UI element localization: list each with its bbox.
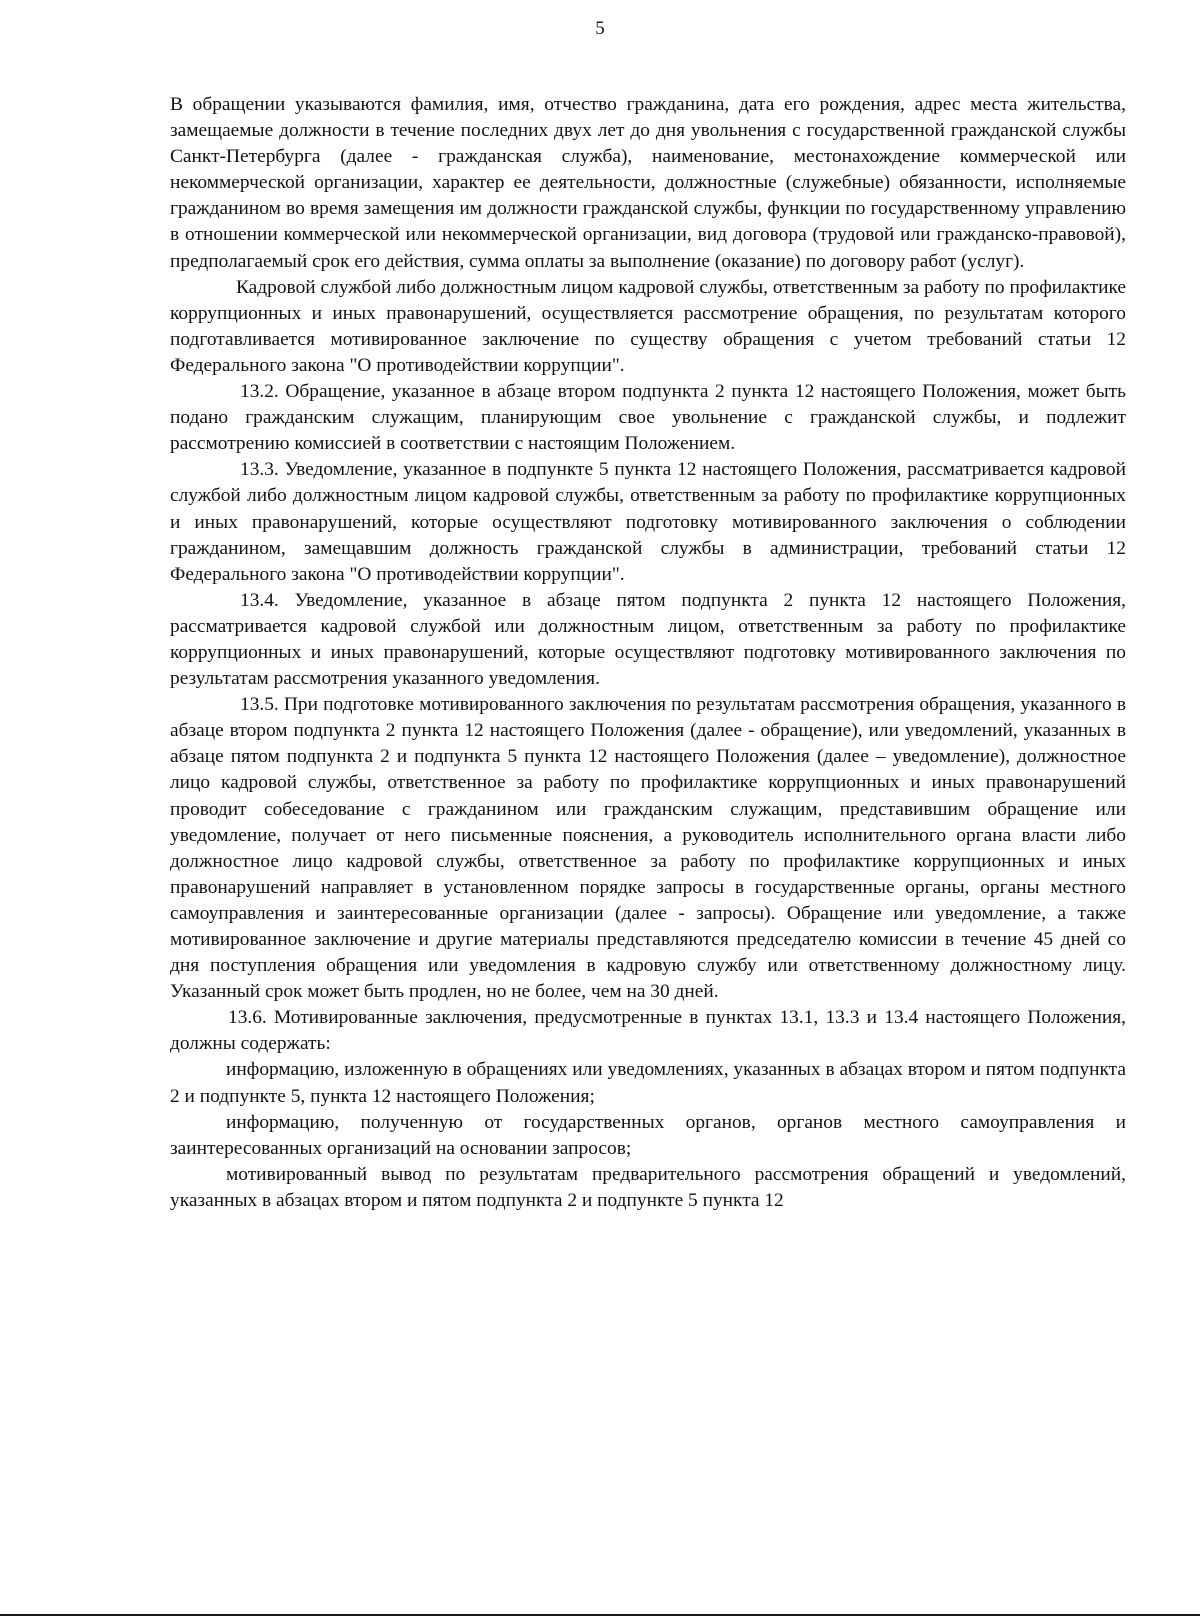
paragraph-hr-review: Кадровой службой либо должностным лицом кадровой службы, ответственным за работу по профилактике коррупционных и иных правонарушений, осуществляется рассмотрение обращения, по результатам которого подготавливается мотивированное заключение по существу обращения с учетом требований статьи 12 Федерального закона "О противодействии коррупции". [170, 276, 1126, 376]
paragraph-application-contents: В обращении указываются фамилия, имя, отчество гражданина, дата его рождения, адрес места жительства, замещаемые должности в течение последних двух лет до дня увольнения с государственной гражданской службы Санкт-Петербурга (далее - гражданская служба), наименование, местонахождение коммерческой или некоммерческой организации, характер ее деятельности, должностные (служебные) обязанности, исполняемые гражданином во время замещения им должности гражданской службы, функции по государственному управлению в отношении коммерческой или некоммерческой организации, вид договора (трудовой или гражданско-правовой), предполагаемый срок его действия, сумма оплаты за выполнение (оказание) по договору работ (услуг). [170, 94, 1126, 272]
paragraph-13-5: 13.5. При подготовке мотивированного заключения по результатам рассмотрения обращения, указанного в абзаце втором подпункта 2 пункта 12 настоящего Положения (далее - обращение), или уведомлений, указанных в абзаце пятом подпункта 2 и подпункта 5 пункта 12 настоящего Положения (далее – уведомление), должностное лицо кадровой службы, ответственное за работу по профилактике коррупционных и иных правонарушений проводит собеседование с гражданином или гражданским служащим, представившим обращение или уведомление, получает от него письменные пояснения, а руководитель исполнительного органа власти либо должностное лицо кадровой службы, ответственное за работу по профилактике коррупционных и иных правонарушений направляет в установленном порядке запросы в государственные органы, органы местного самоуправления и заинтересованные организации (далее - запросы). Обращение или уведомление, а также мотивированное заключение и другие материалы представляются председателю комиссии в течение 45 дней со дня поступления обращения или уведомления в кадровую службу или ответственному должностному лицу. Указанный срок может быть продлен, но не более, чем на 30 дней. [170, 694, 1126, 1003]
list-item-information-stated: информацию, изложенную в обращениях или уведомлениях, указанных в абзацах втором и пятом подпункта 2 и подпункте 5, пункта 12 настоящего Положения; [170, 1059, 1126, 1107]
paragraph-13-3: 13.3. Уведомление, указанное в подпункте 5 пункта 12 настоящего Положения, рассматривается кадровой службой либо должностным лицом кадровой службы, ответственным за работу по профилактике коррупционных и иных правонарушений, которые осуществляют подготовку мотивированного заключения о соблюдении гражданином, замещавшим должность гражданской службы в администрации, требований статьи 12 Федерального закона "О противодействии коррупции". [170, 459, 1126, 585]
page-number: 5 [595, 18, 605, 39]
paragraph-13-2: 13.2. Обращение, указанное в абзаце втором подпункта 2 пункта 12 настоящего Положения, может быть подано гражданским служащим, планирующим свое увольнение с гражданской службы, и подлежит рассмотрению комиссией в соответствии с настоящим Положением. [170, 381, 1126, 455]
paragraph-13-6: 13.6. Мотивированные заключения, предусмотренные в пунктах 13.1, 13.3 и 13.4 настоящего Положения, должны содержать: [170, 1007, 1126, 1055]
list-item-motivated-conclusion: мотивированный вывод по результатам предварительного рассмотрения обращений и уведомлений, указанных в абзацах втором и пятом подпункта 2 и подпункте 5 пункта 12 [170, 1163, 1126, 1211]
paragraph-13-4: 13.4. Уведомление, указанное в абзаце пятом подпункта 2 пункта 12 настоящего Положения, рассматривается кадровой службой или должностным лицом, ответственным за работу по профилактике коррупционных и иных правонарушений, которые осуществляют подготовку мотивированного заключения по результатам рассмотрения указанного уведомления. [170, 589, 1126, 690]
document-body [170, 92, 1126, 1214]
page-bottom-border [0, 1614, 1200, 1616]
list-item-information-received: информацию, полученную от государственных органов, органов местного самоуправления и заинтересованных организаций на основании запросов; [170, 1111, 1126, 1159]
